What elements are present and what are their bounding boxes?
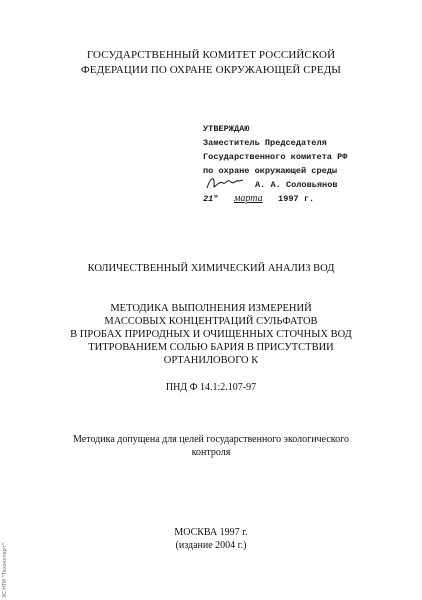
approval-position-line-2: Государственного комитета РФ (203, 152, 348, 162)
approval-position-line-3: по охране окружающей среды (203, 166, 338, 176)
method-title (0, 302, 422, 367)
date-year: 1997 г. (278, 194, 315, 204)
document-code: ПНД Ф 14.1:2.107-97 (165, 382, 257, 393)
approver-name: А. А. Соловьянов (255, 180, 338, 190)
handwritten-signature (205, 174, 245, 192)
main-title: КОЛИЧЕСТВЕННЫЙ ХИМИЧЕСКИЙ АНАЛИЗ ВОД (87, 263, 335, 274)
publication-footer (0, 526, 422, 552)
method-title-line-5: ОРТАНИЛОВОГО К (163, 355, 259, 366)
approval-position-line-1: Заместитель Председателя (203, 138, 327, 148)
method-title-line-2: МАССОВЫХ КОНЦЕНТРАЦИЙ СУЛЬФАТОВ (104, 316, 318, 327)
organization-line-1: ГОСУДАРСТВЕННЫЙ КОМИТЕТ РОССИЙСКОЙ (86, 49, 336, 61)
approval-label: УТВЕРЖДАЮ (203, 124, 250, 134)
method-title-line-1: МЕТОДИКА ВЫПОЛНЕНИЯ ИЗМЕРЕНИЙ (110, 303, 312, 314)
approval-date: 21" марта 1997 г. (203, 193, 315, 204)
approval-note-line-2: контроля (191, 447, 231, 458)
method-title-line-3: В ПРОБАХ ПРИРОДНЫХ И ОЧИЩЕННЫХ СТОЧНЫХ ВОД (70, 329, 352, 340)
date-month: марта (233, 193, 263, 204)
organization-line-2: ФЕДЕРАЦИИ ПО ОХРАНЕ ОКРУЖАЮЩЕЙ СРЕДЫ (81, 64, 341, 76)
organization-header (0, 48, 422, 78)
method-title-line-4: ТИТРОВАНИЕМ СОЛЬЮ БАРИЯ В ПРИСУТСТВИИ (88, 342, 334, 353)
signature-row (203, 178, 403, 192)
approval-note-line-1: Методика допущена для целей государственного экологического (73, 434, 349, 445)
publication-edition: (издание 2004 г.) (175, 540, 247, 551)
side-stamp: ЗС НТИ "Техэксперт" (2, 542, 8, 598)
approval-note (0, 433, 422, 459)
approval-block (203, 122, 403, 206)
date-day: 21 (203, 194, 214, 204)
publication-city-year: МОСКВА 1997 г. (174, 527, 248, 538)
